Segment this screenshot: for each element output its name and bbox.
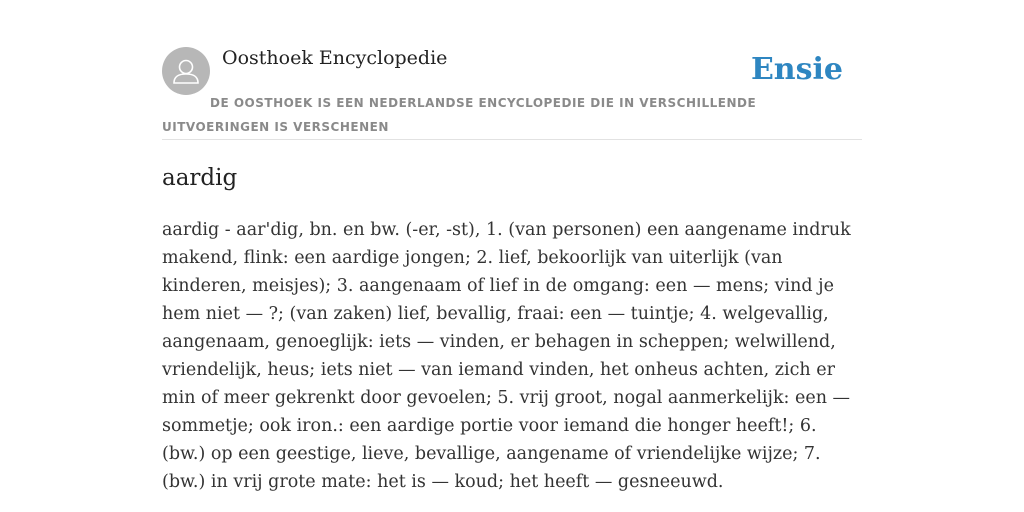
ensie-logo-link[interactable]: Ensie bbox=[750, 52, 843, 87]
user-silhouette-icon bbox=[162, 47, 210, 95]
header-divider bbox=[162, 139, 862, 140]
entry-definition: aardig - aar'dig, bn. en bw. (-er, -st), 1. (van personen) een aangename indruk makend, flink: een aardige jongen; 2. lief, bekoorlijk van uiterlijk (van kinderen, meisjes); 3. aangenaam of lief in de omgang: een — mens; vind je hem niet — ?; (van zaken) lief, bevallig, fraai: een — tuintje; 4. welgevallig, aangenaam, genoeglijk: iets — vinden, er behagen in scheppen; welwillend, vriendelijk, heus; iets niet — van iemand vinden, het onheus achten, zich er min of meer gekrenkt door gevoelen; 5. vrij groot, nogal aanmerkelijk: een — sommetje; ook iron.: een aardige portie voor iemand die honger heeft!; 6. (bw.) op een geestige, lieve, bevallige, aangename of vriendelijke wijze; 7. (bw.) in vrij grote mate: het is — koud; het heeft — gesneeuwd. bbox=[162, 220, 851, 492]
entry-title: aardig bbox=[162, 165, 238, 191]
site-tagline: DE OOSTHOEK IS EEN NEDERLANDSE ENCYCLOPEDIE DIE IN VERSCHILLENDE UITVOERINGEN IS VERSCHENEN bbox=[162, 96, 757, 134]
user-avatar-icon[interactable] bbox=[162, 47, 210, 95]
site-name-link[interactable]: Oosthoek Encyclopedie bbox=[222, 47, 448, 69]
